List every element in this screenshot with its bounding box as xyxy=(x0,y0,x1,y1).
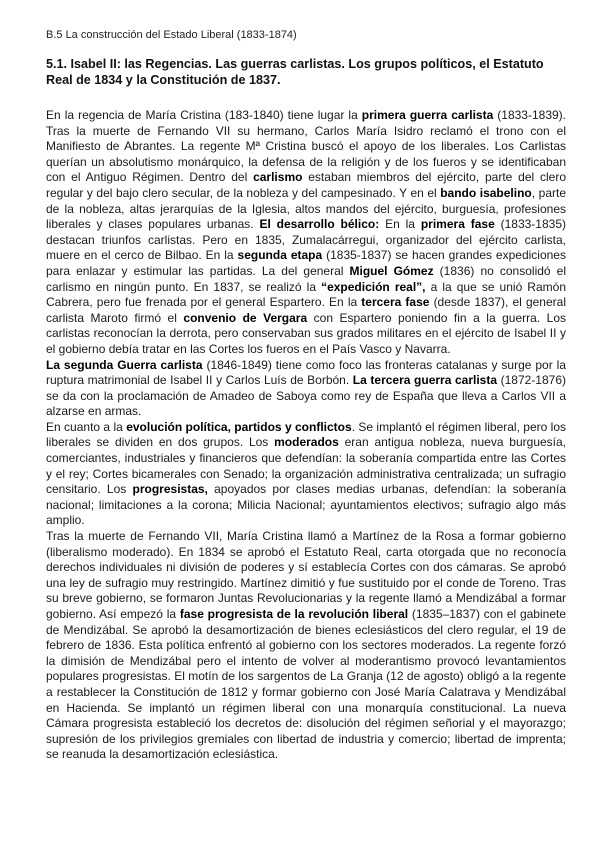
bold-term: El desarrollo bélico: xyxy=(259,217,380,232)
text-run: (1835–1837) con el gabinete de Mendizábal. Se aprobó la desamortización de bienes eclesiásticos del clero regular, el 19 de febrero de 1836. Esta política enfrentó al gobierno con los sectores moderados. La regente forzó la dimisión de Mendizábal pero el intento de volver al moderantismo provocó levantamientos populares progresistas. El motín de los sargentos de La Granja (12 de agosto) obligó a la regente a restablecer la Constitución de 1812 y formar gobierno con José María Calatrava y Mendizábal en Hacienda. Se implantó un régimen liberal con una monarquía constitucional. La nueva Cámara progresista estableció los decretos de: disolución del régimen señorial y el mayorazgo; supresión de los privilegios gremiales con libertad de industria y comercio; libertad de imprenta; se reanuda la desamortización eclesiástica. xyxy=(46,607,566,762)
paragraph-political-groups xyxy=(46,420,566,529)
text-run: En la xyxy=(379,217,421,232)
bold-term: La segunda Guerra carlista xyxy=(46,357,203,372)
bold-term: progresistas, xyxy=(132,482,208,497)
text-run: eran antigua nobleza, nueva burguesía, comerciantes, industriales y financieros que defendían: la soberanía compartida entre las Cortes y el rey; Cortes bicamerales con Senado; la organización administrativa centralizada; un sufragio censitario. Los xyxy=(46,435,567,497)
text-run: estaban miembros del ejército, parte del clero regular y del bajo clero secular, de la nobleza y del campesinado. Y en el xyxy=(46,170,567,200)
bold-term: “expedición real”, xyxy=(321,279,426,294)
section-title: 5.1. Isabel II: las Regencias. Las guerras carlistas. Los grupos políticos, el Estatuto Real de 1834 y la Constitución de 1837. xyxy=(46,57,544,87)
bold-term: convenio de Vergara xyxy=(183,310,308,325)
text-run: En cuanto a la xyxy=(46,419,127,434)
bold-term: primera guerra carlista xyxy=(361,108,494,122)
bold-term: Miguel Gómez xyxy=(349,263,434,278)
paragraph-statute-constitution xyxy=(46,529,566,763)
document-body xyxy=(46,108,566,763)
text-run: con Espartero poniendo fin a la guerra. Los carlistas reconocían la derrota, pero conservaban sus grados militares en el ejército de Isabel II y el gobierno debía tratar en las Cortes los fueros en el País Vasco y Navarra. xyxy=(46,310,567,356)
bold-term: carlismo xyxy=(253,170,303,185)
text-run: a la que se unió Ramón Cabrera, pero fue frenada por el general Espartero. En la xyxy=(46,279,566,310)
bold-term: bando isabelino xyxy=(440,185,532,200)
bold-term: primera fase xyxy=(420,217,495,232)
bold-term: moderados xyxy=(274,435,339,450)
text-run: (1872-1876) se da con la proclamación de Amadeo de Saboya como rey de España que lleva a Carlos VII a alzarse en armas. xyxy=(46,373,566,419)
text-run: . Se implantó el régimen liberal, pero los liberales se dividen en dos grupos. Los xyxy=(46,419,567,450)
paragraph-first-carlist-war xyxy=(46,108,566,358)
text-run: apoyados por clases medias urbanas, defendían: la soberanía nacional; limitaciones a la corona; Milicia Nacional; ayuntamientos electivos; sufragio algo más amplio. xyxy=(46,482,566,528)
text-run: (1846-1849) tiene como foco las fronteras catalanas y surge por la ruptura matrimonial de Isabel II y Carlos Luís de Borbón. xyxy=(46,357,566,388)
bold-term: tercera fase xyxy=(361,295,430,310)
bold-term: La tercera guerra carlista xyxy=(352,373,498,388)
text-run: (desde 1837), el general carlista Maroto firmó el xyxy=(46,295,566,325)
text-run: , parte de la nobleza, altas jerarquías de la Iglesia, altos mandos del ejército, burguesía, profesiones liberales y clases populares urbanas. xyxy=(46,185,566,232)
text-run: Tras la muerte de Fernando VII, María Cristina llamó a Martínez de la Rosa a formar gobierno (liberalismo moderado). En 1834 se aprobó el Estatuto Real, carta otorgada que no reconocía derechos individuales ni división de poderes y sí establecía Cortes con dos cámaras. Se aprobó una ley de sufragio muy restringido. Martínez dimitió y fue sustituido por el conde de Toreno. Tras su breve gobierno, se formaron Juntas Revolucionarias y la regente llamó a Mendizábal a formar gobierno. Así empezó la xyxy=(46,529,566,621)
text-run: (1833-1835) destacan triunfos carlistas. Pero en 1835, Zumalacárregui, organizador del ejército carlista, muere en el cerco de Bilbao. En la xyxy=(46,217,566,263)
paragraph-later-carlist-wars xyxy=(46,358,566,420)
text-run: En la regencia de María Cristina (183-1840) tiene lugar la xyxy=(46,108,362,122)
bold-term: fase progresista de la revolución liberal xyxy=(179,607,409,621)
text-run: (1836) no consolidó el carlismo en ningún punto. En 1837, se realizó la xyxy=(46,263,566,294)
text-run: (1835-1837) se hacen grandes expediciones para enlazar y estimular las partidas. La del general xyxy=(46,248,566,278)
bold-term: segunda etapa xyxy=(237,248,323,263)
text-run: (1833-1839). Tras la muerte de Fernando VII su hermano, Carlos María Isidro reclamó el trono con el Manifiesto de Abrantes. La regente Mª Cristina buscó el apoyo de los liberales. Los Carlistas querían un absolutismo monárquico, la defensa de la religión y de los fueros y se identificaban con el Antiguo Régimen. Dentro del xyxy=(46,108,567,185)
running-header: B.5 La construcción del Estado Liberal (1833-1874) xyxy=(46,29,297,41)
bold-term: evolución política, partidos y conflictos xyxy=(126,419,352,434)
